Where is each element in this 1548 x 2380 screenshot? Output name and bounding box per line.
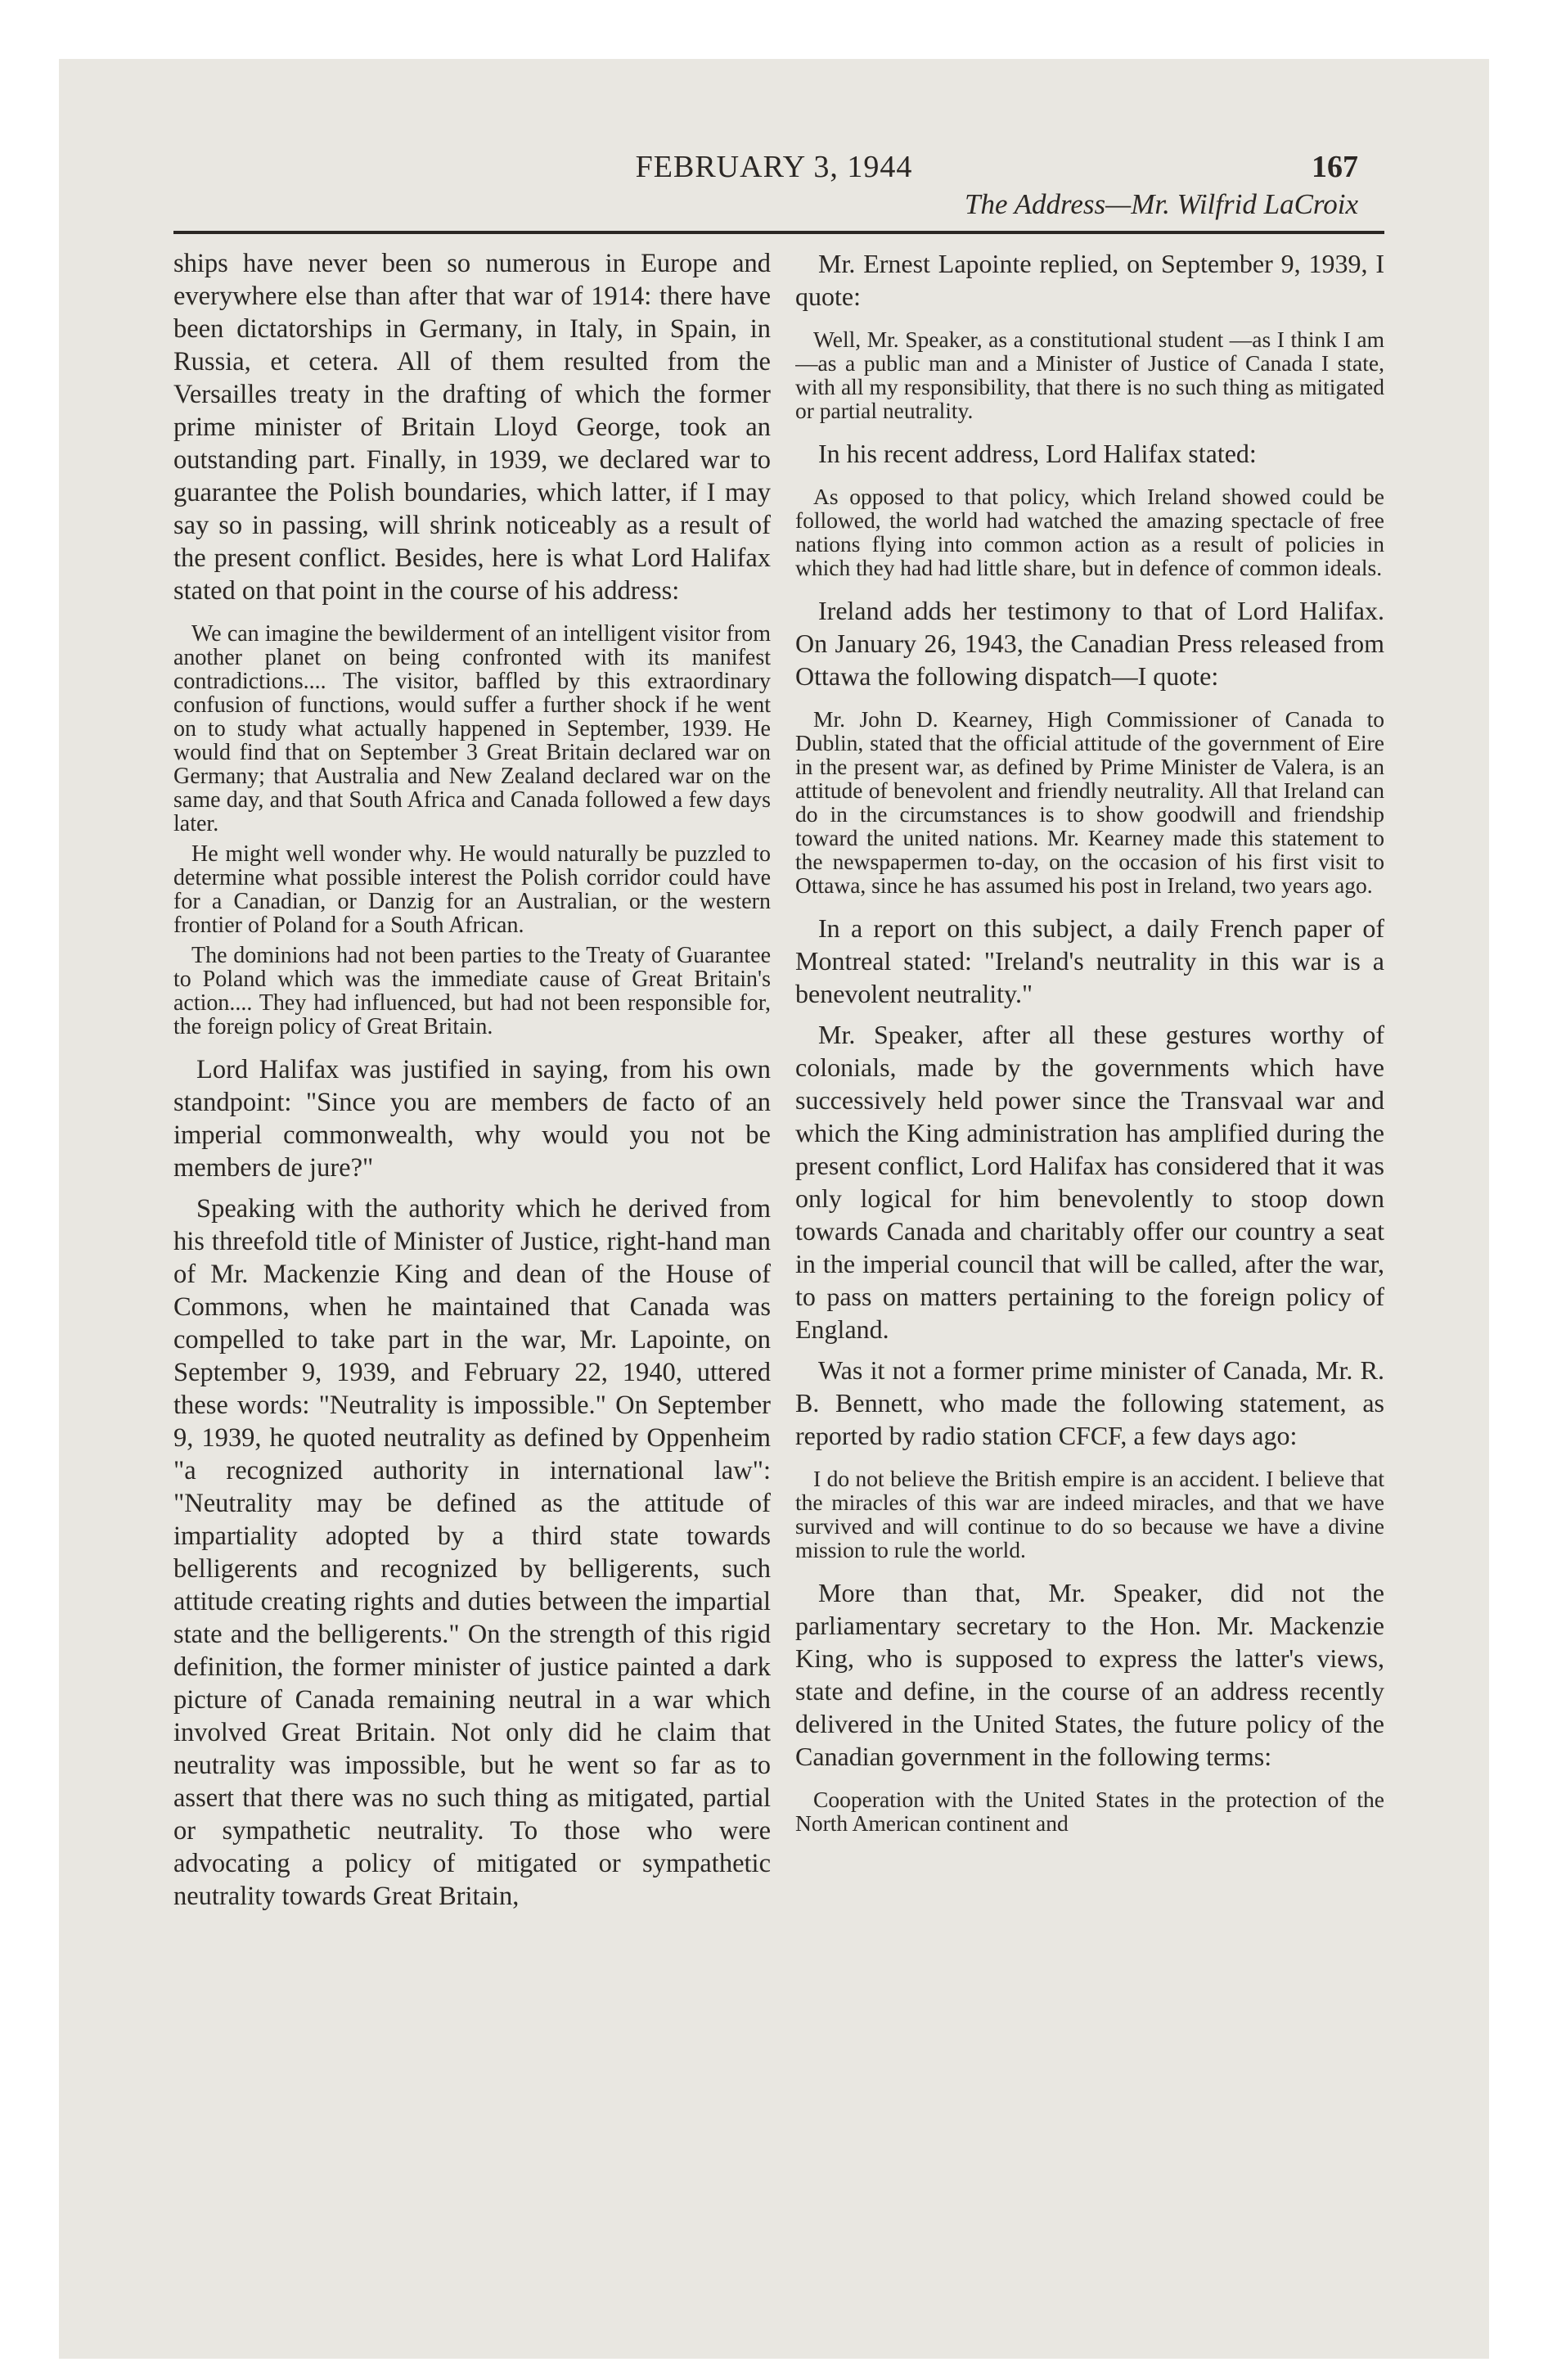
paragraph: In his recent address, Lord Halifax stated: <box>818 439 1257 468</box>
block-quote: Well, Mr. Speaker, as a constitutional student —as I think I am—as a public man and a Minister of Justice of Canada I state, with all my responsibility, that there is no such thing as mitigated or partial neutrality. <box>795 327 1384 423</box>
paragraph: Mr. Speaker, after all these gestures worthy of colonials, made by the governments which have successively held power since the Transvaal war and which the King administration has amplified during the present conflict, Lord Halifax has considered that it was only logical for him benevolently to stoop down towards Canada and charitably offer our country a seat in the imperial council that will be called, after the war, to pass on matters pertaining to the foreign policy of England. <box>795 1020 1384 1344</box>
paragraph: Mr. Ernest Lapointe replied, on September 9, 1939, I quote: <box>795 249 1384 311</box>
block-quote: As opposed to that policy, which Ireland showed could be followed, the world had watched the amazing spectacle of free nations flying into common action as a result of policies in which they had had little share, but in defence of common ideals. <box>795 484 1384 580</box>
right-column <box>795 247 1384 2326</box>
running-title: The Address—Mr. Wilfrid LaCroix <box>965 188 1358 220</box>
block-quote: He might well wonder why. He would naturally be puzzled to determine what possible interest the Polish corridor could have for a Canadian, or Danzig for an Australian, or the western frontier of Poland for a South African. <box>173 841 771 938</box>
header-rule <box>173 231 1384 234</box>
page-number: 167 <box>1312 150 1358 184</box>
paragraph: Was it not a former prime minister of Canada, Mr. R. B. Bennett, who made the following statement, as reported by radio station CFCF, a few days ago: <box>795 1355 1384 1450</box>
paragraph: In a report on this subject, a daily French paper of Montreal stated: "Ireland's neutrality in this war is a benevolent neutrality." <box>795 913 1384 1008</box>
block-quote: Cooperation with the United States in the protection of the North American continent and <box>795 1787 1384 1836</box>
paragraph: More than that, Mr. Speaker, did not the parliamentary secretary to the Hon. Mr. Mackenzie King, who is supposed to express the latter's views, state and define, in the course of an address recently delivered in the United States, the future policy of the Canadian government in the following terms: <box>795 1578 1384 1771</box>
paragraph: Ireland adds her testimony to that of Lord Halifax. On January 26, 1943, the Canadian Press released from Ottawa the following dispatch—I quote: <box>795 596 1384 691</box>
block-quote: Mr. John D. Kearney, High Commissioner of Canada to Dublin, stated that the official attitude of the government of Eire in the present war, as defined by Prime Minister de Valera, is an attitude of benevolent and friendly neutrality. All that Ireland can do in the circumstances is to show goodwill and friendship toward the united nations. Mr. Kearney made this statement to the newspapermen to-day, on the occasion of his first visit to Ottawa, since he has assumed his post in Ireland, two years ago. <box>795 706 1384 898</box>
paragraph: Lord Halifax was justified in saying, from his own standpoint: "Since you are members de facto of an imperial commonwealth, why would you not be members de jure?" <box>173 1055 771 1183</box>
page-sheet <box>59 59 1489 2359</box>
paragraph: ships have never been so numerous in Europe and everywhere else than after that war of 1914: there have been dictatorships in Germany, in Italy, in Spain, in Russia, et cetera. All of them resulted from the Versailles treaty in the drafting of which the former prime minister of Britain Lloyd George, took an outstanding part. Finally, in 1939, we declared war to guarantee the Polish boundaries, which latter, if I may say so in passing, will shrink noticeably as a result of the present conflict. Besides, here is what Lord Halifax stated on that point in the course of his address: <box>173 249 771 606</box>
block-quote: The dominions had not been parties to the Treaty of Guarantee to Poland which was the immediate cause of Great Britain's action.... They had influenced, but had not been responsible for, the foreign policy of Great Britain. <box>173 943 771 1039</box>
left-column <box>173 247 771 2326</box>
paragraph: Speaking with the authority which he derived from his threefold title of Minister of Justice, right-hand man of Mr. Mackenzie King and dean of the House of Commons, when he maintained that Canada was compelled to take part in the war, Mr. Lapointe, on September 9, 1939, and February 22, 1940, uttered these words: "Neutrality is impossible." On September 9, 1939, he quoted neutrality as defined by Oppenheim "a recognized authority in international law": "Neutrality may be defined as the attitude of impartiality adopted by a third state towards belligerents and recognized by belligerents, such attitude creating rights and duties between the impartial state and the belligerents." On the strength of this rigid definition, the former minister of justice painted a dark picture of Canada remaining neutral in a war which involved Great Britain. Not only did he claim that neutrality was impossible, but he went so far as to assert that there was no such thing as mitigated, partial or sympathetic neutrality. To those who were advocating a policy of mitigated or sympathetic neutrality towards Great Britain, <box>173 1194 771 1911</box>
block-quote: We can imagine the bewilderment of an intelligent visitor from another planet on being confronted with its manifest contradictions.... The visitor, baffled by this extraordinary confusion of functions, would suffer a further shock if he went on to study what actually happened in September, 1939. He would find that on September 3 Great Britain declared war on Germany; that Australia and New Zealand declared war on the same day, and that South Africa and Canada followed a few days later. <box>173 621 771 836</box>
block-quote: I do not believe the British empire is an accident. I believe that the miracles of this war are indeed miracles, and that we have survived and will continue to do so because we have a divine mission to rule the world. <box>795 1466 1384 1562</box>
page-date: FEBRUARY 3, 1944 <box>635 150 913 184</box>
